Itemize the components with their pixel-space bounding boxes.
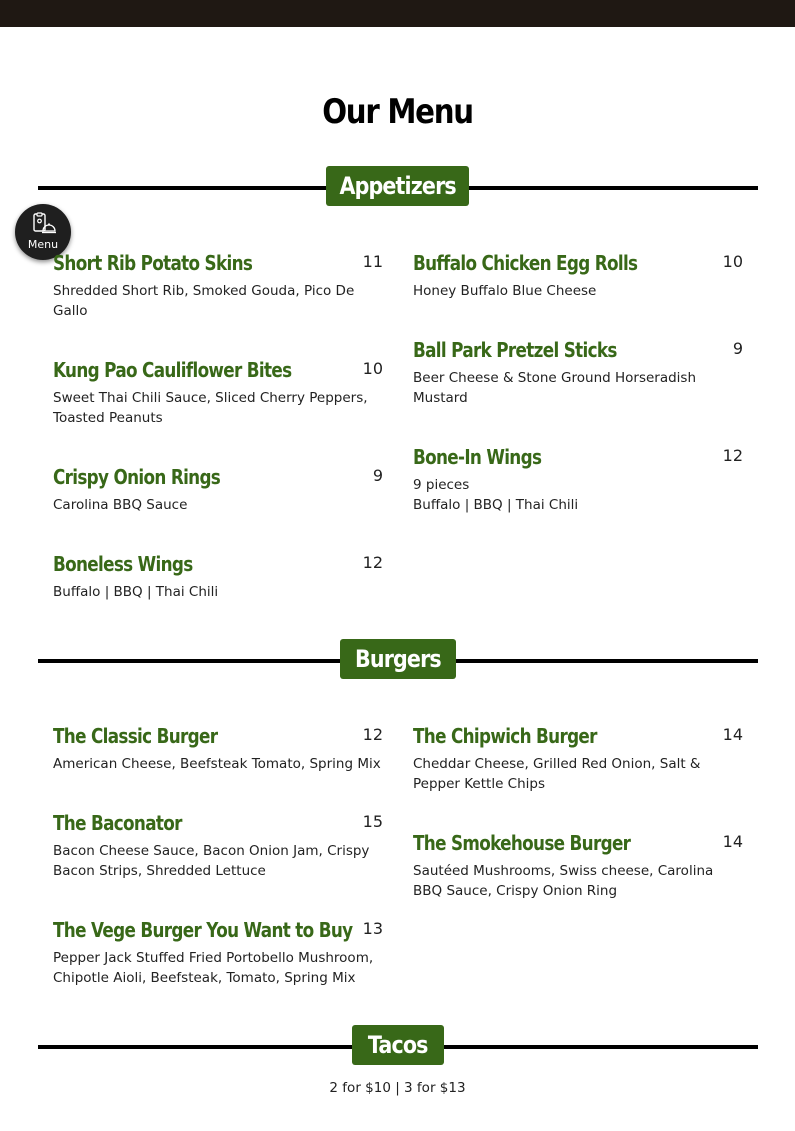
item-description: 9 pieces Buffalo | BBQ | Thai Chili: [413, 477, 579, 513]
item-price: 11: [362, 252, 383, 271]
section-header-appetizers: Appetizers: [326, 166, 469, 206]
page-title: Our Menu: [322, 92, 473, 132]
item-name: Buffalo Chicken Egg Rolls: [413, 251, 638, 275]
item-price: 10: [362, 359, 383, 378]
item-price: 14: [722, 725, 743, 744]
item-description: Pepper Jack Stuffed Fried Portobello Mushroom, Chipotle Aioli, Beefsteak, Tomato, Spring Mix: [53, 950, 374, 986]
item-name: The Baconator: [53, 811, 182, 835]
item-name: Boneless Wings: [53, 552, 193, 576]
section-header-burgers: Burgers: [340, 639, 456, 679]
item-price: 15: [362, 812, 383, 831]
item-name: The Smokehouse Burger: [413, 831, 631, 855]
item-price: 12: [722, 446, 743, 465]
item-name: Ball Park Pretzel Sticks: [413, 338, 617, 362]
item-name: Kung Pao Cauliflower Bites: [53, 358, 292, 382]
item-name: The Classic Burger: [53, 724, 218, 748]
item-name: The Vege Burger You Want to Buy: [53, 918, 353, 942]
tacos-pricing-note: 2 for $10 | 3 for $13: [329, 1080, 466, 1096]
item-description: Shredded Short Rib, Smoked Gouda, Pico De Gallo: [53, 283, 355, 319]
item-description: Buffalo | BBQ | Thai Chili: [53, 584, 219, 600]
item-description: Carolina BBQ Sauce: [53, 497, 188, 513]
item-description: Honey Buffalo Blue Cheese: [413, 283, 597, 299]
item-price: 14: [722, 832, 743, 851]
item-description: Bacon Cheese Sauce, Bacon Onion Jam, Crispy Bacon Strips, Shredded Lettuce: [53, 843, 370, 879]
menu-button-label: Menu: [27, 238, 59, 251]
top-bar: [0, 0, 795, 27]
item-price: 12: [362, 553, 383, 572]
item-price: 9: [372, 466, 383, 485]
item-description: Sautéed Mushrooms, Swiss cheese, Carolina BBQ Sauce, Crispy Onion Ring: [413, 863, 714, 899]
item-price: 12: [362, 725, 383, 744]
item-name: Short Rib Potato Skins: [53, 251, 253, 275]
item-price: 13: [362, 919, 383, 938]
item-name: Crispy Onion Rings: [53, 465, 221, 489]
item-price: 10: [722, 252, 743, 271]
item-price: 9: [732, 339, 743, 358]
item-description: Beer Cheese & Stone Ground Horseradish Mustard: [413, 370, 697, 406]
item-description: Cheddar Cheese, Grilled Red Onion, Salt & Pepper Kettle Chips: [413, 756, 701, 792]
section-header-tacos: Tacos: [352, 1025, 444, 1065]
item-name: The Chipwich Burger: [413, 724, 597, 748]
item-name: Bone-In Wings: [413, 445, 542, 469]
item-description: American Cheese, Beefsteak Tomato, Spring Mix: [53, 756, 381, 772]
menu-icon: [32, 212, 56, 236]
item-description: Sweet Thai Chili Sauce, Sliced Cherry Peppers, Toasted Peanuts: [53, 390, 368, 426]
